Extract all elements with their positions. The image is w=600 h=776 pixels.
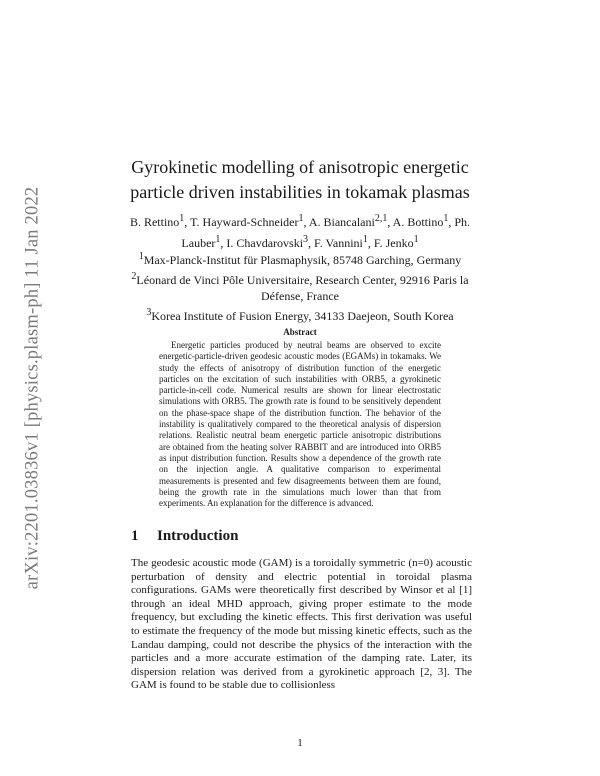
author-list: B. Rettino$^1$, T. Hayward-Schneider$^1$, A. Biancalani$^{2,1}$, A. Bottino$^1$, Ph. Lauber$^1$, I. Chavdarovski$^3$, F. Vannini$^1$, F. Jenko$^1$ — [129, 213, 471, 250]
author-affil-mark: 1 — [215, 234, 221, 245]
author-affil-mark: 2,1 — [374, 213, 388, 224]
introduction-paragraph: The geodesic acoustic mode (GAM) is a toroidally symmetric (n=0) acoustic perturbation of density and electric potential in toroidal plasma configurations. GAMs were theoretically first described by Winsor et al [1] through an ideal MHD approach, giving proper estimate to the mode frequency, but excluding the kinetic effects. This first derivation was useful to estimate the frequency of the mode but missing kinetic effects, such as the Landau damping, could not describe the physics of the interaction with the particles and a more accurate estimation of the damping rate. Later, its dispersion relation was derived from a gyrokinetic approach [2, 3]. The GAM is found to be stable due to collisionless — [131, 557, 472, 692]
author-name: F. Jenko — [373, 236, 414, 250]
author-name: I. Chavdarovski — [226, 236, 304, 250]
author-name: A. Bottino — [392, 215, 444, 229]
arxiv-sidebar-stamp — [20, 176, 46, 600]
affiliation-item — [110, 249, 490, 269]
section-title: Introduction — [157, 528, 239, 544]
author-affil-mark: 1 — [298, 213, 304, 224]
abstract-heading: Abstract — [283, 327, 317, 337]
paper-title — [100, 155, 500, 205]
author-name: B. Rettino — [129, 215, 180, 229]
affiliation-mark: 3 — [146, 306, 152, 318]
author-name: A. Biancalani — [308, 215, 375, 229]
section-heading-introduction — [131, 528, 471, 545]
author-name: F. Vannini — [314, 236, 363, 250]
affiliation-mark: 1 — [138, 251, 144, 262]
abstract-body: Energetic particles produced by neutral beams are observed to excite energetic-particle-driven geodesic acoustic modes (EGAMs) in tokamaks. We study the effects of anisotropy of distribution function of the energetic particles on the excitation of such instabilities with ORB5, a gyrokinetic particle-in-cell code. Numerical results are shown for linear electrostatic simulations with ORB5. The growth rate is found to be sensitively dependent on the phase-space shape of the distribution function. The behavior of the instability is qualitatively compared to the theoretical analysis of dispersion relations. Realistic neutral beam energetic particle anisotropic distributions are obtained from the heating solver RABBIT and are introduced into ORB5 as input distribution function. Results show a dependence of the growth rate on the injection angle. A qualitative comparison to experimental measurements is presented and few disagreements between them are found, being the growth rate in the simulations much lower than that from experiments. An explanation for the difference is advanced. — [159, 340, 441, 509]
author-affil-mark: 1 — [362, 234, 368, 245]
author-affil-mark: 3 — [303, 234, 309, 245]
arxiv-id-text: arXiv:2201.03836v1 [physics.plasm-ph] 11 Jan 2022 — [22, 186, 43, 590]
affiliation-list — [110, 249, 490, 324]
affiliation-text: Korea Institute of Fusion Energy, 34133 Daejeon, South Korea — [151, 308, 454, 323]
title-line-2: particle driven instabilities in tokamak plasmas — [130, 182, 470, 202]
affiliation-item — [110, 269, 490, 305]
author-name: T. Hayward-Schneider — [190, 215, 299, 229]
affiliation-mark: 2 — [131, 270, 137, 282]
author-affil-mark: 1 — [413, 234, 419, 245]
author-affil-mark: 1 — [179, 213, 185, 224]
author-name: Ph. Lauber — [181, 215, 471, 250]
author-affil-mark: 1 — [443, 213, 449, 224]
affiliation-item — [110, 305, 490, 325]
affiliation-text: Léonard de Vinci Pôle Universitaire, Research Center, 92916 Paris la Défense, France — [136, 272, 469, 303]
affiliation-text: Max-Planck-Institut für Plasmaphysik, 85748 Garching, Germany — [143, 253, 462, 267]
title-line-1: Gyrokinetic modelling of anisotropic energetic — [131, 157, 469, 177]
section-number: 1 — [131, 528, 139, 544]
page-number: 1 — [297, 737, 303, 749]
